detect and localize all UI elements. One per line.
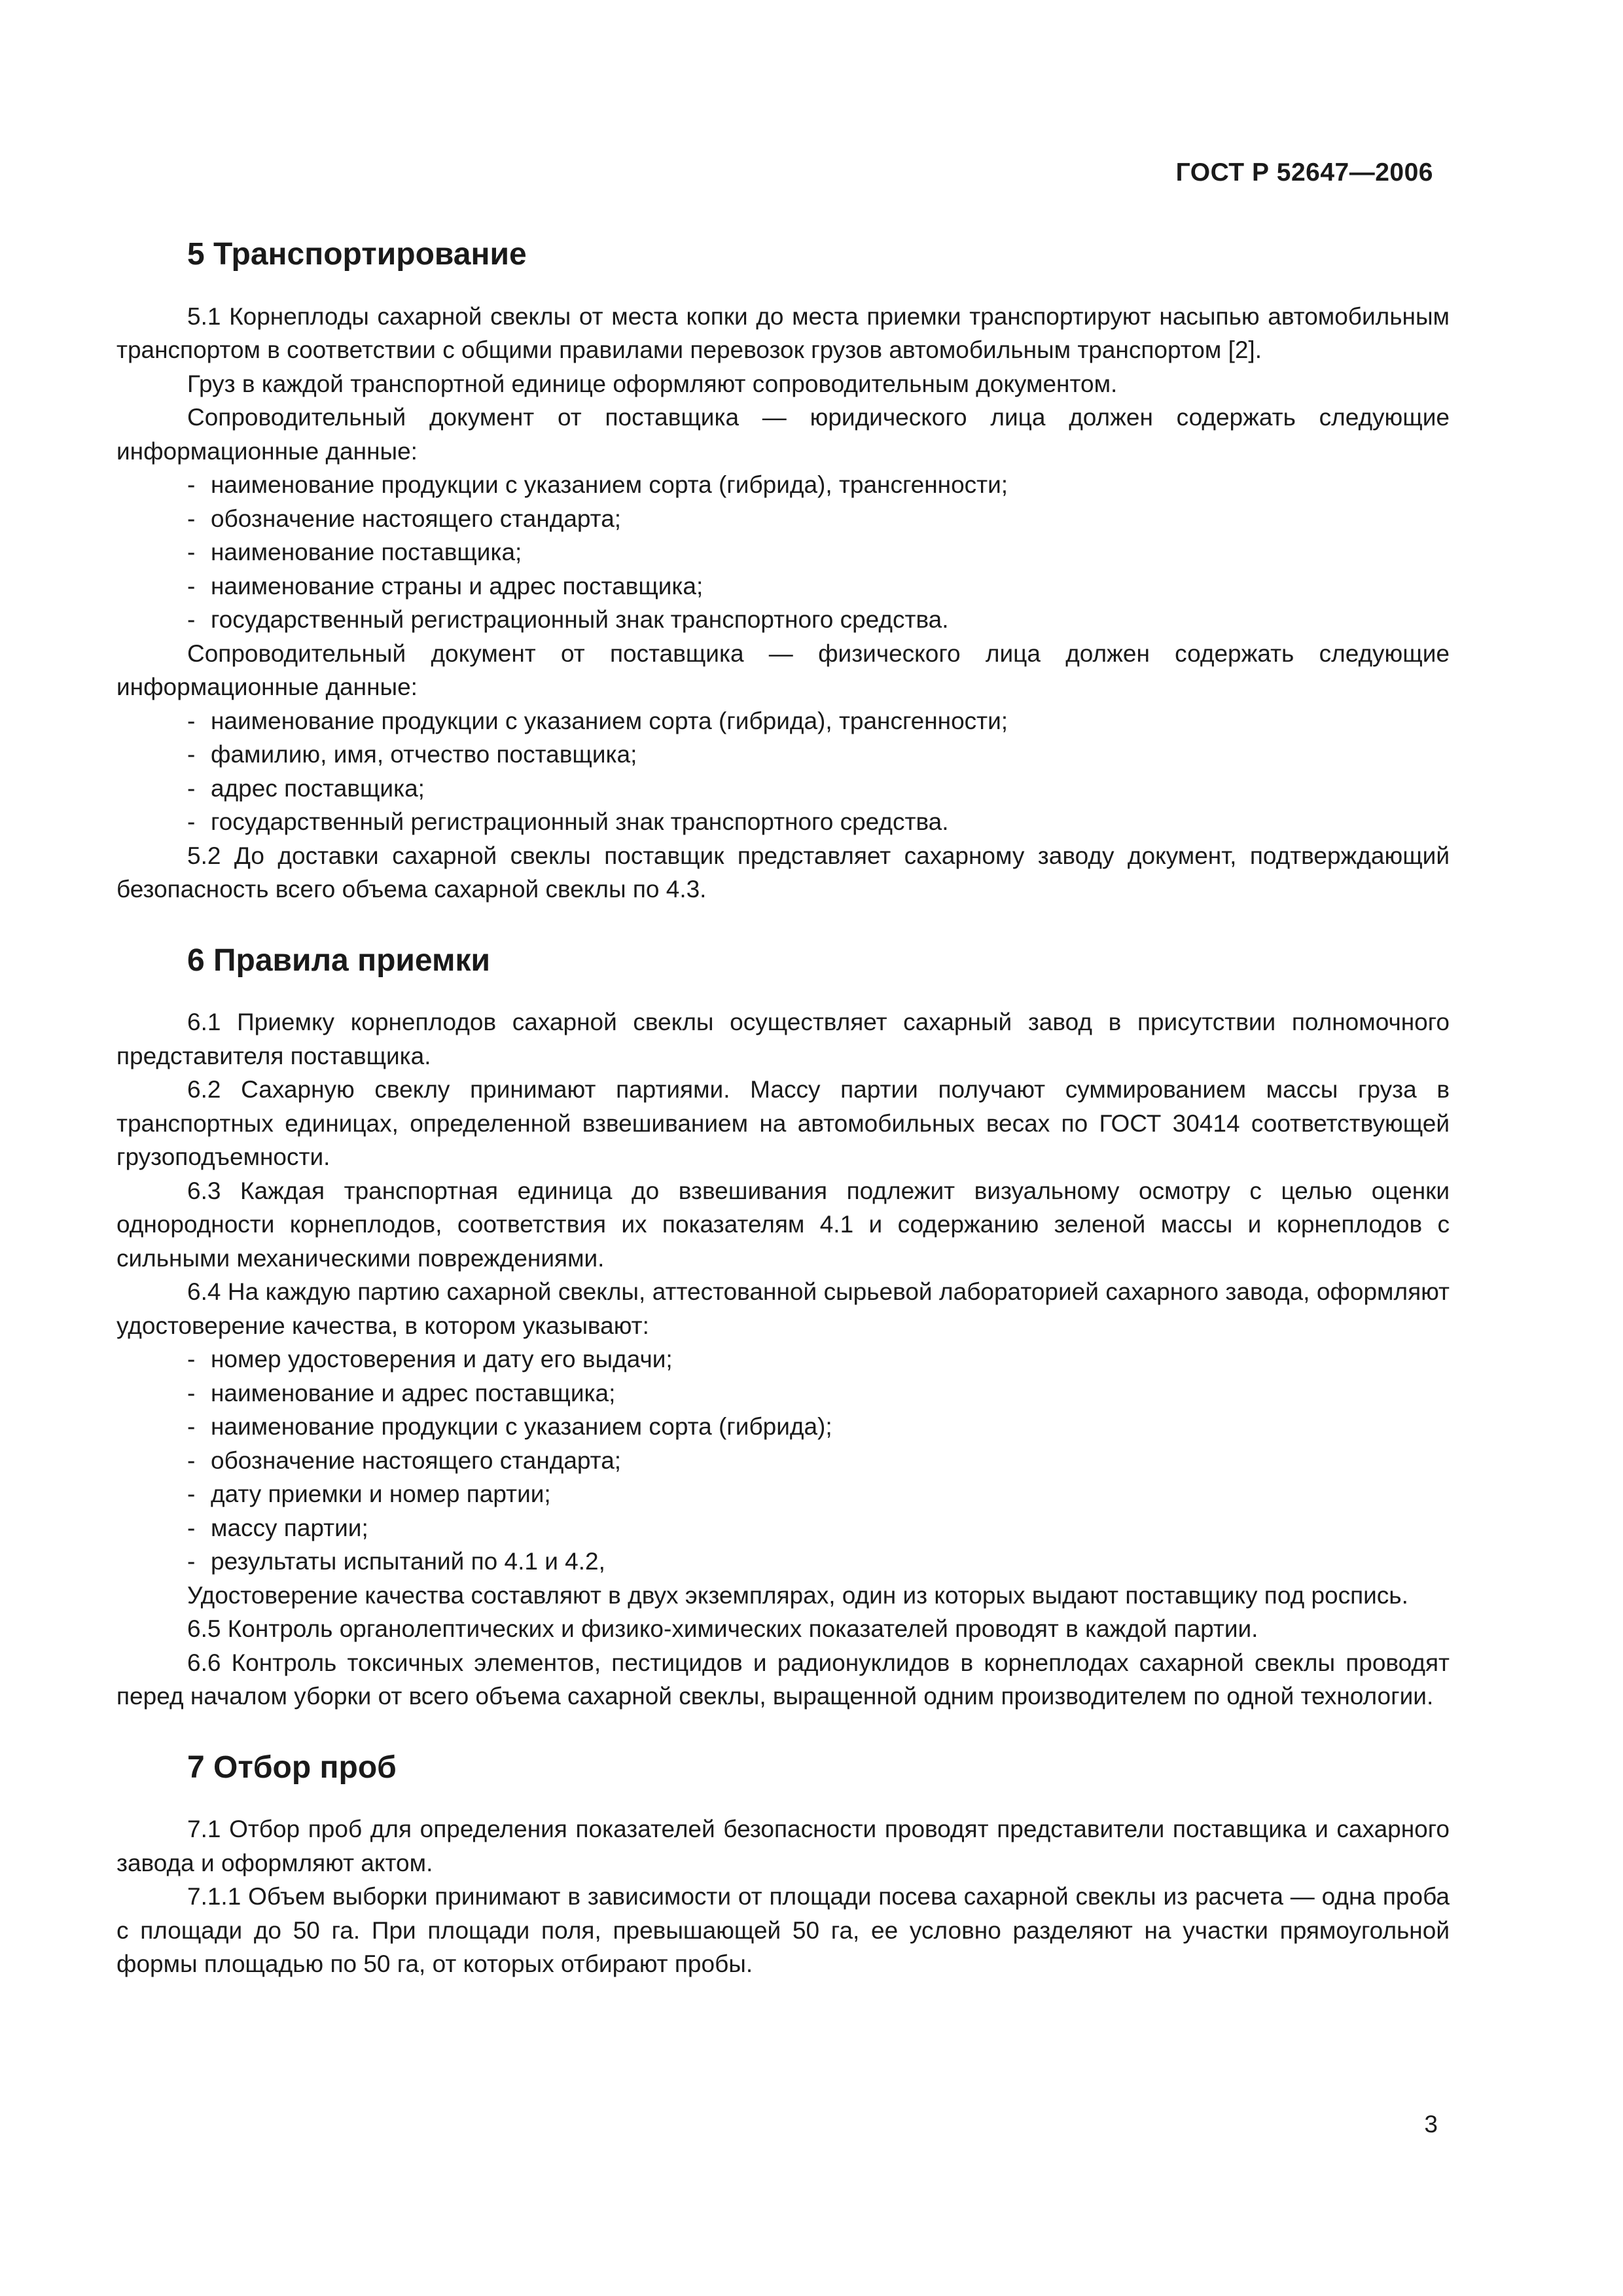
list-item: - номер удостоверения и дату его выдачи; <box>187 1346 673 1373</box>
dash-list <box>116 468 1450 637</box>
list-item: - наименование поставщика; <box>187 539 522 566</box>
list-item: - дату приемки и номер партии; <box>187 1480 551 1508</box>
list-item: - адрес поставщика; <box>187 774 425 802</box>
section-sampling <box>116 1749 1450 1981</box>
section-title: 7 Отбор проб <box>187 1749 397 1785</box>
dash-list <box>116 1342 1450 1579</box>
list-item: - наименование и адрес поставщика; <box>187 1379 616 1407</box>
list-item: - государственный регистрационный знак транспортного средства. <box>187 606 949 634</box>
paragraph: 6.6 Контроль токсичных элементов, пестицидов и радионуклидов в корнеплодах сахарной свеклы проводят перед началом уборки от всего объема сахарной свеклы, выращенной одним производителем по одной технологии. <box>116 1649 1450 1710</box>
list-item: - наименование продукции с указанием сорта (гибрида), трансгенности; <box>187 707 1008 734</box>
paragraph: Удостоверение качества составляют в двух экземплярах, один из которых выдают поставщику под роспись. <box>187 1581 1408 1609</box>
section-title: 6 Правила приемки <box>187 942 491 978</box>
paragraph: 7.1.1 Объем выборки принимают в зависимости от площади посева сахарной свеклы из расчета — одна проба с площади до 50 га. При площади поля, превышающей 50 га, ее условно разделяют на участки прямоугольной формы площадью по 50 га, от которых отбирают пробы. <box>116 1883 1450 1978</box>
paragraph: 5.1 Корнеплоды сахарной свеклы от места копки до места приемки транспортируют насыпью автомобильным транспортом в соответствии с общими правилами перевозок грузов автомобильным транспортом [2]. <box>116 302 1450 364</box>
dash-list <box>116 704 1450 839</box>
section-transportation <box>116 236 1450 906</box>
paragraph: 6.4 На каждую партию сахарной свеклы, аттестованной сырьевой лабораторией сахарного завода, оформляют удостоверение качества, в котором указывают: <box>116 1278 1450 1339</box>
list-item: - обозначение настоящего стандарта; <box>187 1446 622 1474</box>
paragraph: 6.3 Каждая транспортная единица до взвешивания подлежит визуальному осмотру с целью оценки однородности корнеплодов, соответствия их показателям 4.1 и содержанию зеленой массы и корнеплодов с сильными механическими повреждениями. <box>116 1177 1450 1272</box>
list-item: - наименование продукции с указанием сорта (гибрида); <box>187 1413 832 1441</box>
list-item: - обозначение настоящего стандарта; <box>187 505 622 532</box>
paragraph: 6.2 Сахарную свеклу принимают партиями. Массу партии получают суммированием массы груза в транспортных единицах, определенной взвешиванием на автомобильных весах по ГОСТ 30414 соответствующей грузоподъемности. <box>116 1076 1450 1171</box>
list-item: - наименование страны и адрес поставщика; <box>187 572 704 600</box>
list-item: - массу партии; <box>187 1514 368 1541</box>
paragraph: 6.5 Контроль органолептических и физико-химических показателей проводят в каждой партии. <box>187 1615 1258 1643</box>
paragraph: Сопроводительный документ от поставщика — физического лица должен содержать следующие информационные данные: <box>116 639 1450 701</box>
paragraph: Груз в каждой транспортной единице оформляют сопроводительным документом. <box>187 370 1118 397</box>
list-item: - результаты испытаний по 4.1 и 4.2, <box>187 1548 605 1575</box>
page-number: 3 <box>1424 2111 1438 2138</box>
list-item: - фамилию, имя, отчество поставщика; <box>187 741 637 768</box>
document-code-header: ГОСТ Р 52647—2006 <box>1175 158 1433 187</box>
list-item: - наименование продукции с указанием сорта (гибрида), трансгенности; <box>187 471 1008 499</box>
paragraph: 6.1 Приемку корнеплодов сахарной свеклы осуществляет сахарный завод в присутствии полномочного представителя поставщика. <box>116 1009 1450 1069</box>
section-acceptance-rules <box>116 942 1450 1713</box>
list-item: - государственный регистрационный знак транспортного средства. <box>187 808 949 836</box>
paragraph: 5.2 До доставки сахарной свеклы поставщик представляет сахарному заводу документ, подтверждающий безопасность всего объема сахарной свеклы по 4.3. <box>116 842 1450 903</box>
paragraph: 7.1 Отбор проб для определения показателей безопасности проводят представители поставщика и сахарного завода и оформляют актом. <box>116 1816 1450 1876</box>
section-title: 5 Транспортирование <box>187 237 527 272</box>
paragraph: Сопроводительный документ от поставщика — юридического лица должен содержать следующие информационные данные: <box>116 404 1450 465</box>
